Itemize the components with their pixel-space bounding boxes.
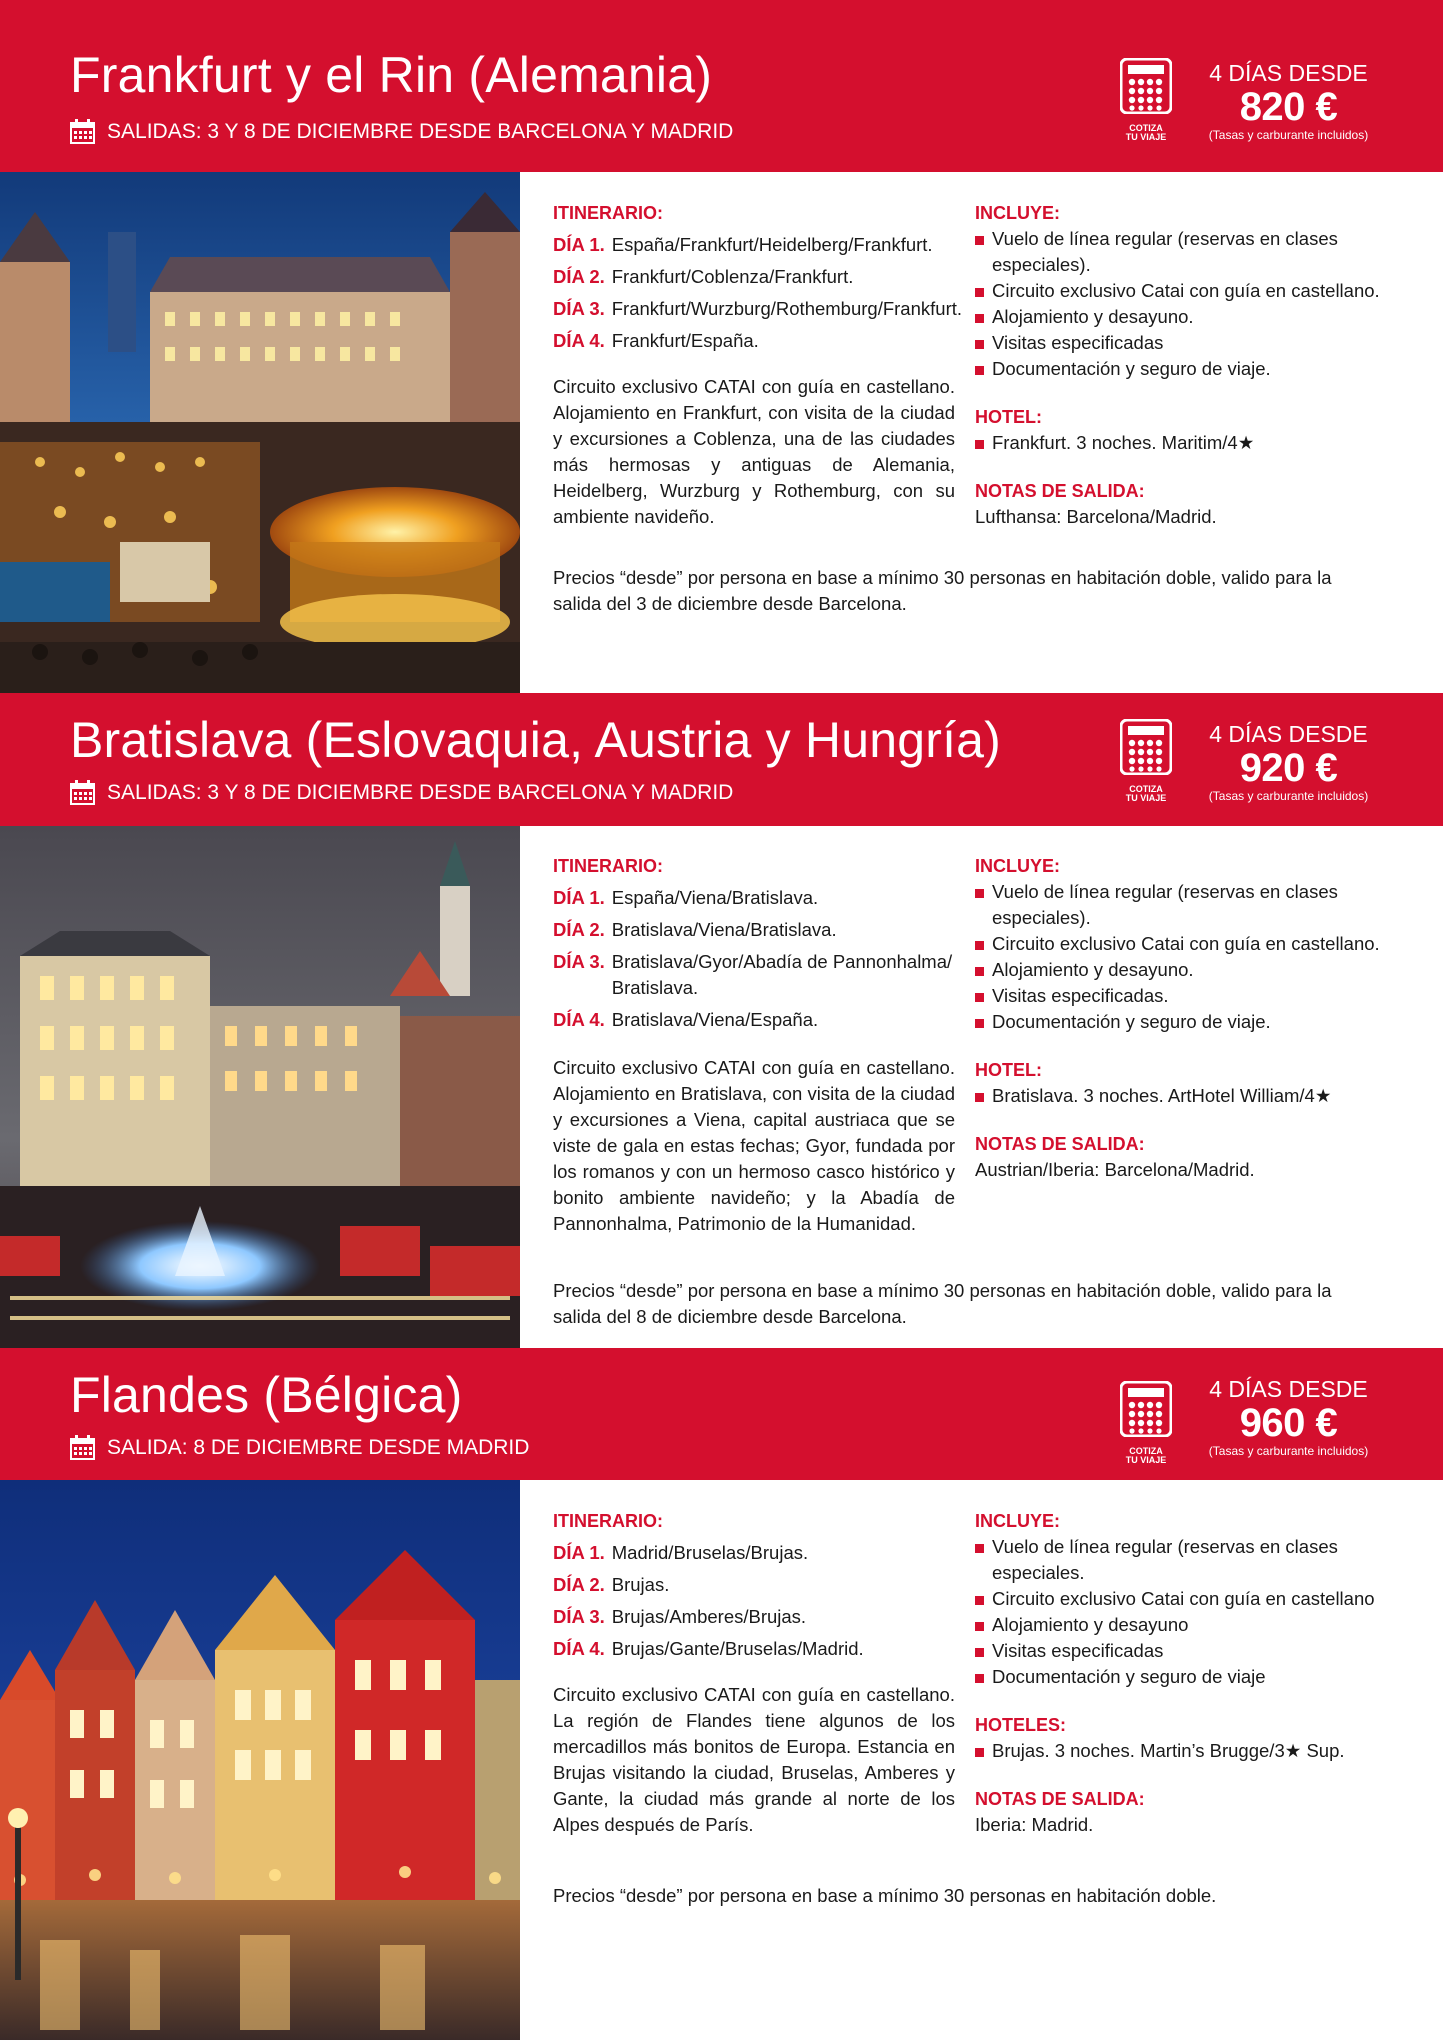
hotel-heading: HOTEL: [975,1060,1042,1080]
incluye-heading: INCLUYE: [975,1511,1060,1531]
day-number: DÍA 4. [553,1009,605,1030]
itinerary-day [553,264,955,290]
bullet-icon [975,967,984,976]
bullet-icon [975,1093,984,1102]
bullet-icon [975,314,984,323]
bullet-icon [975,1019,984,1028]
day-route: España/Viena/Bratislava. [611,887,819,908]
incluye-heading: INCLUYE: [975,856,1060,876]
notas-heading: NOTAS DE SALIDA: [975,1789,1145,1809]
hotel-item: Brujas. 3 noches. Martin’s Brugge/3★ Sup. [975,1738,1383,1764]
bullet-icon [975,340,984,349]
incluye-item: Alojamiento y desayuno. [975,304,1383,330]
salidas-line [70,119,733,144]
day-route: Frankfurt/Wurzburg/Rothemburg/Frankfurt. [611,298,963,319]
includes-column [975,853,1383,1183]
incluye-item: Vuelo de línea regular (reservas en clases especiales). [975,879,1383,931]
itinerary-column [553,1508,955,1838]
tour-banner [0,0,1443,172]
bullet-icon [975,993,984,1002]
bullet-icon [975,1596,984,1605]
incluye-item: Documentación y seguro de viaje [975,1664,1383,1690]
incluye-item: Circuito exclusivo Catai con guía en castellano. [975,931,1383,957]
hotel-heading: HOTELES: [975,1715,1067,1735]
incluye-item: Vuelo de línea regular (reservas en clases especiales). [975,226,1383,278]
incluye-item: Circuito exclusivo Catai con guía en castellano. [975,278,1383,304]
incluye-item: Documentación y seguro de viaje. [975,356,1383,382]
day-number: DÍA 1. [553,1542,605,1563]
bullet-icon [975,366,984,375]
price-value: 920 € [1239,746,1338,790]
incluye-item: Circuito exclusivo Catai con guía en castellano [975,1586,1383,1612]
cotiza-label-1: COTIZA [1129,1446,1163,1456]
salidas-line [70,1435,529,1460]
brujas-market-photo [0,1480,520,2040]
itinerary-column [553,200,963,530]
bullet-icon [975,440,984,449]
day-route: Bratislava/Viena/Bratislava. [611,919,837,940]
frankfurt-market-photo [0,172,520,693]
salidas-line [70,780,733,805]
calendar-icon [70,780,95,805]
includes-column [975,1508,1383,1838]
salidas-text: SALIDA: 8 DE DICIEMBRE DESDE MADRID [107,1435,530,1459]
precios-note: Precios “desde” por persona en base a mínimo 30 personas en habitación doble. [553,1885,1217,1906]
days-label: 4 DÍAS DESDE [1209,60,1368,86]
tour-description: Circuito exclusivo CATAI con guía en castellano. Alojamiento en Frankfurt, con visita de la ciudad y excursiones a Coblenza, una de las ciudades más hermosas y antiguas de Alemania, Heidelberg, Wurzburg y Rothemburg, con su ambiente navideño. [553,376,955,527]
price-value: 820 € [1239,85,1338,129]
hotel-heading: HOTEL: [975,407,1042,427]
itinerary-day [553,296,963,322]
day-number: DÍA 3. [553,1606,605,1627]
notas-text: Austrian/Iberia: Barcelona/Madrid. [975,1159,1255,1180]
incluye-item: Alojamiento y desayuno. [975,957,1383,983]
itinerary-day [553,328,955,354]
includes-column [975,200,1383,530]
incluye-heading: INCLUYE: [975,203,1060,223]
bullet-icon [975,1748,984,1757]
precios-note: Precios “desde” por persona en base a mínimo 30 personas en habitación doble, valido para la salida del 8 de diciembre desde Barcelona. [553,1280,1332,1327]
tasas-note: (Tasas y carburante incluidos) [1208,1444,1369,1458]
tour-banner [0,1348,1443,1480]
bullet-icon [975,941,984,950]
day-number: DÍA 4. [553,330,605,351]
calculator-icon [1120,719,1172,775]
day-number: DÍA 2. [553,266,605,287]
hotel-item: Bratislava. 3 noches. ArtHotel William/4★ [975,1083,1383,1109]
itinerary-day [553,1572,955,1598]
day-route: Frankfurt/España. [611,330,759,351]
day-number: DÍA 3. [553,298,605,319]
cotiza-button[interactable] [1118,1381,1174,1466]
calendar-icon [70,119,95,144]
tour-details [553,200,1383,630]
incluye-item: Alojamiento y desayuno [975,1612,1383,1638]
itinerary-day [553,885,955,911]
cotiza-label-1: COTIZA [1129,784,1163,794]
calculator-icon [1120,1381,1172,1437]
tour-banner [0,693,1443,826]
bullet-icon [975,1622,984,1631]
price-block [1206,62,1371,141]
day-number: DÍA 2. [553,1574,605,1595]
cotiza-button[interactable] [1118,719,1174,804]
cotiza-label-2: TU VIAJE [1125,1455,1167,1466]
itinerary-column [553,853,955,1237]
tour-details [553,853,1383,1333]
incluye-item: Vuelo de línea regular (reservas en clases especiales. [975,1534,1383,1586]
tour-title: Bratislava (Eslovaquia, Austria y Hungría) [70,712,1002,768]
price-value: 960 € [1239,1401,1338,1445]
precios-note: Precios “desde” por persona en base a mínimo 30 personas en habitación doble, valido para la salida del 3 de diciembre desde Barcelona. [553,567,1332,614]
itinerary-day [553,949,955,1001]
incluye-item: Visitas especificadas [975,330,1383,356]
incluye-item: Visitas especificadas [975,1638,1383,1664]
tour-details [553,1508,1383,1958]
tour-description: Circuito exclusivo CATAI con guía en castellano. Alojamiento en Bratislava, con visita de la ciudad y excursiones a Viena, capital austriaca que se viste de gala en estas fechas; Gyor, fundada por los romanos y con un hermoso casco histórico y bonito ambiente navideño; y la Abadía de Pannonhalma, Patrimonio de la Humanidad. [553,1057,955,1234]
hotel-item: Frankfurt. 3 noches. Maritim/4★ [975,430,1383,456]
itinerary-day [553,1007,955,1033]
bullet-icon [975,1674,984,1683]
days-label: 4 DÍAS DESDE [1209,1376,1368,1402]
day-route: Bratislava/Viena/España. [611,1009,819,1030]
day-route: Madrid/Bruselas/Brujas. [611,1542,809,1563]
salidas-text: SALIDAS: 3 Y 8 DE DICIEMBRE DESDE BARCELONA Y MADRID [107,119,734,143]
notas-heading: NOTAS DE SALIDA: [975,481,1145,501]
day-number: DÍA 4. [553,1638,605,1659]
itinerary-day [553,1540,955,1566]
itinerary-day [553,1604,955,1630]
price-block [1206,723,1371,802]
incluye-item: Documentación y seguro de viaje. [975,1009,1383,1035]
day-route: Brujas/Gante/Bruselas/Madrid. [611,1638,864,1659]
cotiza-button[interactable] [1118,58,1174,143]
bullet-icon [975,288,984,297]
bullet-icon [975,236,984,245]
day-route: España/Frankfurt/Heidelberg/Frankfurt. [611,234,933,255]
itinerario-heading: ITINERARIO: [553,1511,663,1531]
bratislava-square-photo [0,826,520,1348]
salidas-text: SALIDAS: 3 Y 8 DE DICIEMBRE DESDE BARCELONA Y MADRID [107,780,734,804]
tour-description: Circuito exclusivo CATAI con guía en castellano. La región de Flandes tiene algunos de los mercadillos más bonitos de Europa. Estancia en Brujas visitando la ciudad, Bruselas, Amberes y Gante, la ciudad más grande al norte de los Alpes después de París. [553,1684,955,1835]
itinerary-day [553,917,955,943]
cotiza-label-1: COTIZA [1129,123,1163,133]
days-label: 4 DÍAS DESDE [1209,721,1368,747]
bullet-icon [975,1544,984,1553]
cotiza-label-2: TU VIAJE [1125,793,1167,804]
bullet-icon [975,889,984,898]
notas-text: Lufthansa: Barcelona/Madrid. [975,506,1217,527]
day-route: Brujas. [611,1574,670,1595]
cotiza-label-2: TU VIAJE [1125,132,1167,143]
tour-title: Frankfurt y el Rin (Alemania) [70,47,713,103]
incluye-item: Visitas especificadas. [975,983,1383,1009]
bullet-icon [975,1648,984,1657]
itinerario-heading: ITINERARIO: [553,203,663,223]
tour-bratislava [0,693,1443,1348]
tour-flandes [0,1348,1443,2040]
tour-title: Flandes (Bélgica) [70,1367,463,1423]
calculator-icon [1120,58,1172,114]
notas-heading: NOTAS DE SALIDA: [975,1134,1145,1154]
itinerary-day [553,232,955,258]
day-number: DÍA 1. [553,234,605,255]
day-route: Frankfurt/Coblenza/Frankfurt. [611,266,854,287]
tasas-note: (Tasas y carburante incluidos) [1208,128,1369,142]
tour-frankfurt [0,0,1443,693]
itinerary-day [553,1636,955,1662]
day-number: DÍA 2. [553,919,605,940]
day-number: DÍA 1. [553,887,605,908]
day-number: DÍA 3. [553,951,605,972]
calendar-icon [70,1435,95,1460]
notas-text: Iberia: Madrid. [975,1814,1094,1835]
tasas-note: (Tasas y carburante incluidos) [1208,789,1369,803]
itinerario-heading: ITINERARIO: [553,856,663,876]
day-route: Brujas/Amberes/Brujas. [611,1606,807,1627]
day-route: Bratislava/Gyor/Abadía de Pannonhalma/ Bratislava. [611,951,953,998]
price-block [1206,1378,1371,1457]
